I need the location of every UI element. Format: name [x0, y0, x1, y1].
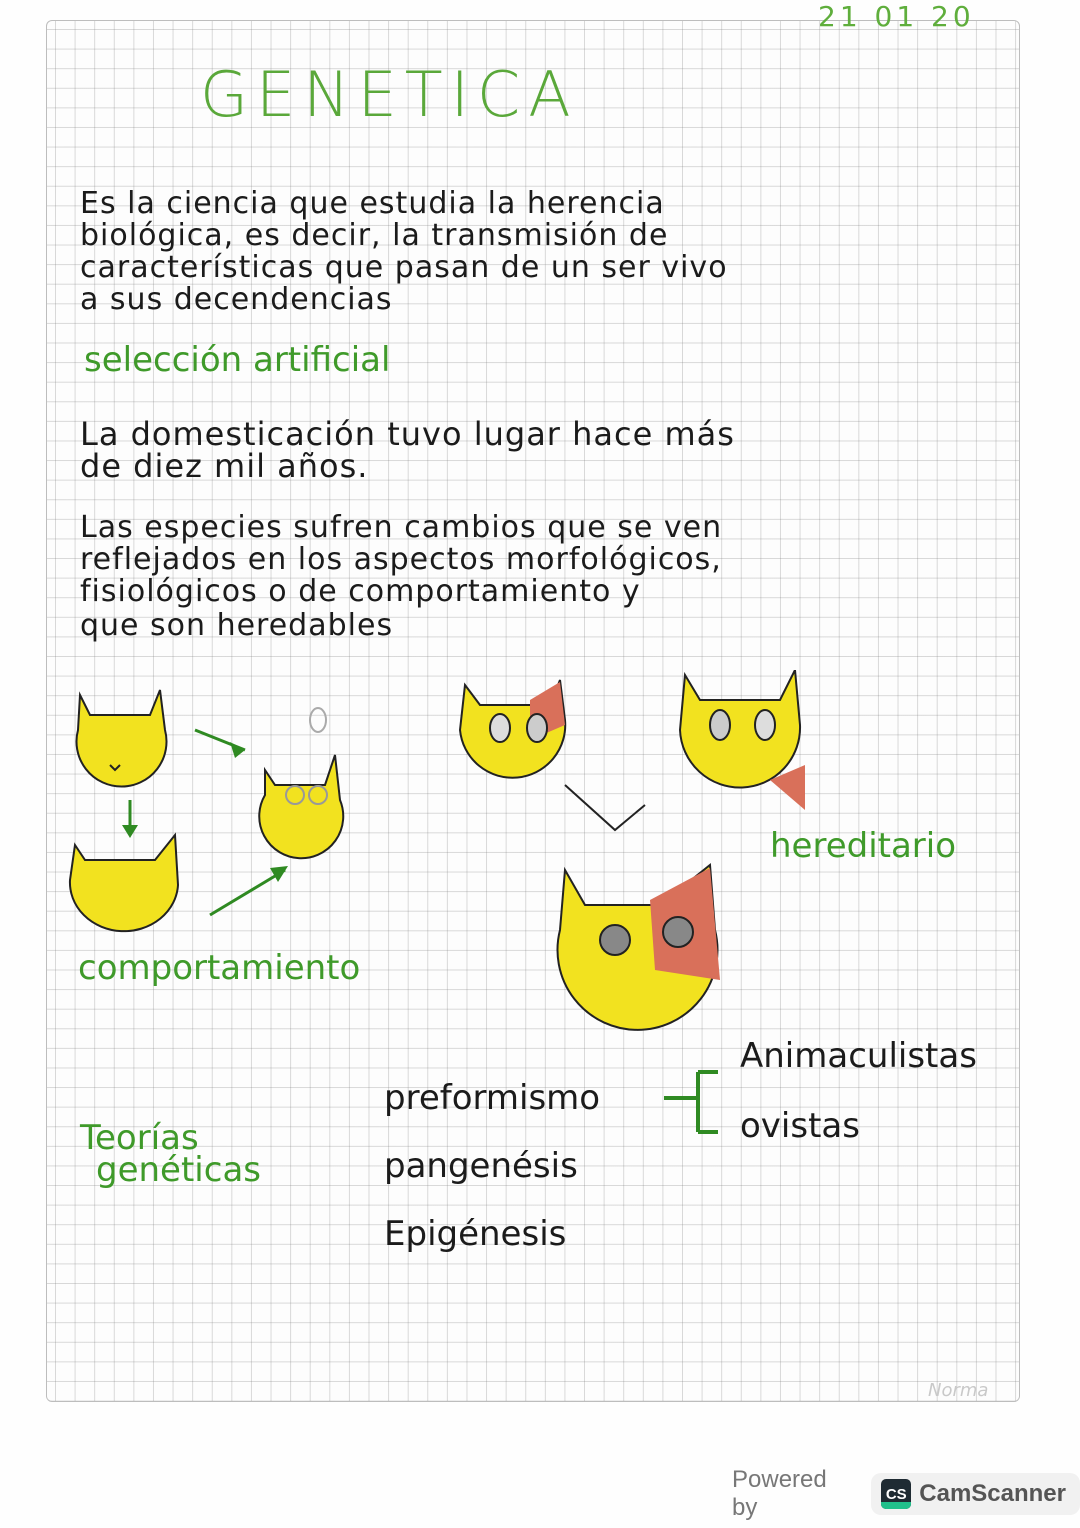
- theories-heading-line-1: Teorías: [80, 1118, 199, 1158]
- preformismo-branch: Animaculistas: [740, 1036, 977, 1076]
- notebook-brand: Norma: [928, 1380, 989, 1401]
- preformismo-branch: ovistas: [740, 1106, 860, 1146]
- theories-heading-line-2: genéticas: [96, 1150, 261, 1190]
- section-heading: selección artificial: [84, 340, 391, 380]
- species-line-4: que son heredables: [80, 608, 394, 643]
- label-behavior: comportamiento: [78, 948, 361, 988]
- intro-line-2: biológica, es decir, la transmisión de: [80, 218, 669, 253]
- domestication-line-2: de diez mil años.: [80, 447, 369, 485]
- theory-item: Epigénesis: [384, 1214, 567, 1254]
- species-line-2: reflejados en los aspectos morfológicos,: [80, 542, 722, 577]
- camscanner-logo-icon: CS: [881, 1479, 911, 1509]
- theory-item: preformismo: [384, 1078, 601, 1118]
- bracket-icon: [660, 1060, 720, 1150]
- label-hereditary: hereditario: [770, 826, 957, 866]
- page-title: GENETICA: [200, 58, 579, 131]
- intro-line-1: Es la ciencia que estudia la herencia: [80, 186, 665, 221]
- camscanner-watermark: [732, 1466, 1080, 1522]
- camscanner-name: CamScanner: [919, 1480, 1066, 1507]
- powered-by-text: Powered by: [732, 1466, 827, 1521]
- date: 21 01 20: [818, 0, 975, 33]
- camscanner-badge: [871, 1473, 1080, 1515]
- theory-item: pangenésis: [384, 1146, 578, 1186]
- intro-line-3: características que pasan de un ser vivo: [80, 250, 728, 285]
- domestication-line-1: La domesticación tuvo lugar hace más: [80, 415, 735, 453]
- species-line-1: Las especies sufren cambios que se ven: [80, 510, 723, 545]
- intro-line-4: a sus decendencias: [80, 282, 393, 317]
- cat-icon: [77, 690, 167, 787]
- species-line-3: fisiológicos o de comportamiento y: [80, 574, 641, 609]
